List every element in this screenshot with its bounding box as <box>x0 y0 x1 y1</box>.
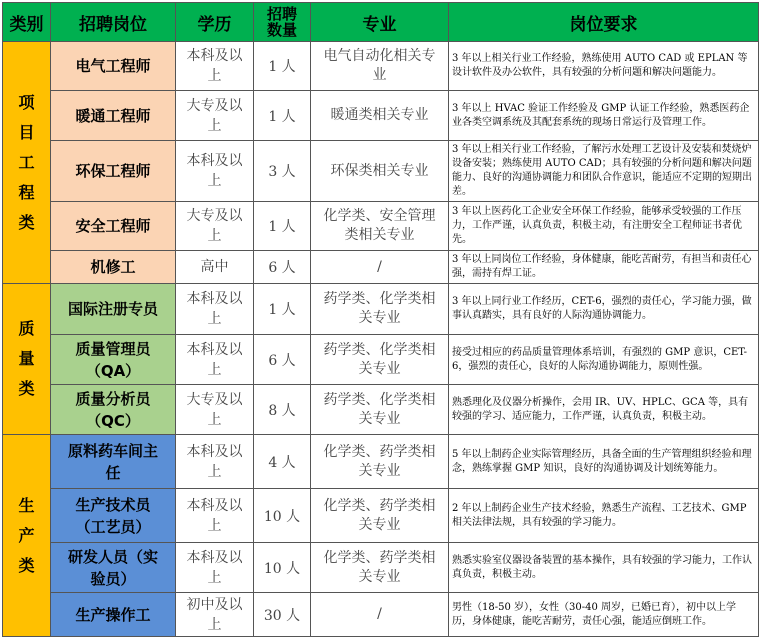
position-cell <box>51 543 176 593</box>
table-row <box>3 284 759 335</box>
education-text: 本科及以上 <box>186 549 243 586</box>
requirement-cell: 3 年以上 HVAC 验证工作经验及 GMP 认证工作经验，熟悉医药企业各类空调系统及其配套系统的现场日常运行及管理工作。 <box>449 91 759 141</box>
position-cell <box>51 385 176 435</box>
table-row <box>3 385 759 435</box>
category-quality <box>3 284 51 435</box>
position-text: 研发人员（实验员） <box>67 547 158 588</box>
position-text: 质量管理员（QA） <box>75 339 151 380</box>
education-text: 本科及以上 <box>186 48 243 84</box>
major-cell <box>311 335 449 385</box>
education-cell <box>176 435 254 489</box>
requirement-cell: 3 年以上相关行业工作经验，熟练使用 AUTO CAD 或 EPLAN 等设计软件及办公软件，具有较强的分析问题和解决问题能力。 <box>449 42 759 91</box>
major-cell <box>311 543 449 593</box>
major-cell <box>311 202 449 251</box>
major-cell <box>311 385 449 435</box>
requirement-cell: 5 年以上制药企业实际管理经历，具备全面的生产管理组织经验和理念，熟练掌握 GMP 知识，良好的沟通协调及计划统筹能力。 <box>449 435 759 489</box>
requirement-cell: 2 年以上制药企业生产技术经验，熟悉生产流程、工艺技术、GMP 相关法律法规，具有较强的学习能力。 <box>449 489 759 543</box>
education-cell <box>176 42 254 91</box>
education-text: 大专及以上 <box>186 391 243 428</box>
major-text: 化学类、药学类相关专业 <box>323 497 436 533</box>
table-row <box>3 202 759 251</box>
major-cell <box>311 435 449 489</box>
requirement-cell: 3 年以上同岗位工作经验，身体健康，能吃苦耐劳，有担当和责任心强，需持有焊工证。 <box>449 251 759 284</box>
header-count-text: 招聘数量 <box>266 5 297 39</box>
count-cell: 1 人 <box>254 284 311 335</box>
major-cell <box>311 141 449 202</box>
count-cell: 1 人 <box>254 42 311 91</box>
position-cell: 电气工程师 <box>51 42 176 91</box>
education-text: 大专及以上 <box>186 208 243 244</box>
category-label: 质量类 <box>18 319 35 398</box>
count-cell: 10 人 <box>254 489 311 543</box>
table-row <box>3 489 759 543</box>
header-count <box>254 3 311 42</box>
count-cell: 30 人 <box>254 593 311 637</box>
education-cell <box>176 202 254 251</box>
category-production <box>3 435 51 637</box>
table-row <box>3 141 759 202</box>
position-cell: 机修工 <box>51 251 176 284</box>
table-row <box>3 335 759 385</box>
position-cell <box>51 284 176 335</box>
position-text: 国际注册专员 <box>67 300 158 318</box>
major-text: 化学类、安全管理类相关专业 <box>323 208 436 243</box>
education-text: 本科及以上 <box>186 291 243 327</box>
header-position: 招聘岗位 <box>51 3 176 42</box>
position-cell: 生产操作工 <box>51 593 176 637</box>
education-text: 初中及以上 <box>186 596 243 633</box>
major-text: 药学类、化学类相关专业 <box>323 291 436 326</box>
education-text: 本科及以上 <box>186 497 243 534</box>
education-text: 本科及以上 <box>186 341 243 378</box>
count-cell: 6 人 <box>254 251 311 284</box>
position-cell <box>51 489 176 543</box>
education-cell <box>176 593 254 637</box>
education-text: 本科及以上 <box>186 153 243 189</box>
position-cell <box>51 435 176 489</box>
requirement-cell: 接受过相应的药品质量管理体系培训，有强烈的 GMP 意识，CET-6，强烈的责任心，良好的人际沟通协调能力，原则性强。 <box>449 335 759 385</box>
education-cell <box>176 385 254 435</box>
count-cell: 8 人 <box>254 385 311 435</box>
major-text: 药学类、化学类相关专业 <box>323 341 436 377</box>
major-cell: / <box>311 251 449 284</box>
major-cell <box>311 489 449 543</box>
education-text: 本科及以上 <box>186 443 243 480</box>
header-education: 学历 <box>176 3 254 42</box>
category-project <box>3 42 51 284</box>
education-cell <box>176 141 254 202</box>
count-cell: 3 人 <box>254 141 311 202</box>
major-text: 环保类相关专业 <box>330 162 429 179</box>
requirement-cell: 男性（18-50 岁），女性（30-40 周岁，已婚已育），初中以上学历，身体健康，能吃苦耐劳，责任心强，能适应倒班工作。 <box>449 593 759 637</box>
position-cell: 暖通工程师 <box>51 91 176 141</box>
major-cell: / <box>311 593 449 637</box>
major-cell <box>311 91 449 141</box>
education-cell <box>176 284 254 335</box>
requirement-cell: 3 年以上同行业工作经历，CET-6，强烈的责任心，学习能力强，做事认真踏实，具有良好的人际沟通协调能力。 <box>449 284 759 335</box>
requirement-cell: 3 年以上医药化工企业安全环保工作经验，能够承受较强的工作压力，工作严谨，认真负责，积极主动，有注册安全工程师证书者优先。 <box>449 202 759 251</box>
education-cell <box>176 489 254 543</box>
count-cell: 4 人 <box>254 435 311 489</box>
requirement-cell: 熟悉实验室仪器设备装置的基本操作，具有较强的学习能力，工作认真负责，积极主动。 <box>449 543 759 593</box>
count-cell: 1 人 <box>254 202 311 251</box>
count-cell: 10 人 <box>254 543 311 593</box>
table-row <box>3 435 759 489</box>
header-category: 类别 <box>3 3 51 42</box>
education-cell <box>176 543 254 593</box>
major-text: 化学类、药学类相关专业 <box>323 549 436 585</box>
category-label: 项目工程类 <box>18 92 35 232</box>
education-cell <box>176 91 254 141</box>
education-cell <box>176 335 254 385</box>
requirement-cell: 3 年以上相关行业工作经验，了解污水处理工艺设计及安装和焚烧炉设备安装；熟练使用 AUTO CAD；具有较强的分析问题和解决问题能力、良好的沟通协调能力和团队合作意识，能适应不定期的短期出差。 <box>449 141 759 202</box>
header-row <box>3 3 759 42</box>
position-cell <box>51 335 176 385</box>
table-row <box>3 543 759 593</box>
position-text: 质量分析员（QC） <box>75 389 151 430</box>
education-text: 大专及以上 <box>186 97 243 134</box>
table-row <box>3 251 759 284</box>
position-cell: 环保工程师 <box>51 141 176 202</box>
table-row <box>3 593 759 637</box>
table-row <box>3 42 759 91</box>
count-cell: 6 人 <box>254 335 311 385</box>
category-label: 生产类 <box>18 495 35 575</box>
major-text: 电气自动化相关专业 <box>323 48 436 83</box>
position-cell: 安全工程师 <box>51 202 176 251</box>
position-text: 原料药车间主任 <box>67 441 158 482</box>
major-text: 暖通类相关专业 <box>330 107 429 123</box>
major-text: 药学类、化学类相关专业 <box>323 391 436 427</box>
table-row <box>3 91 759 141</box>
header-major: 专业 <box>311 3 449 42</box>
education-cell: 高中 <box>176 251 254 284</box>
count-cell: 1 人 <box>254 91 311 141</box>
requirement-cell: 熟悉理化及仪器分析操作，会用 IR、UV、HPLC、GCA 等，具有较强的学习、适应能力，工作严谨，认真负责，积极主动。 <box>449 385 759 435</box>
major-cell <box>311 42 449 91</box>
major-cell <box>311 284 449 335</box>
header-requirement: 岗位要求 <box>449 3 759 42</box>
recruitment-table <box>2 2 759 637</box>
major-text: 化学类、药学类相关专业 <box>323 443 436 479</box>
position-text: 生产技术员（工艺员） <box>75 495 151 536</box>
